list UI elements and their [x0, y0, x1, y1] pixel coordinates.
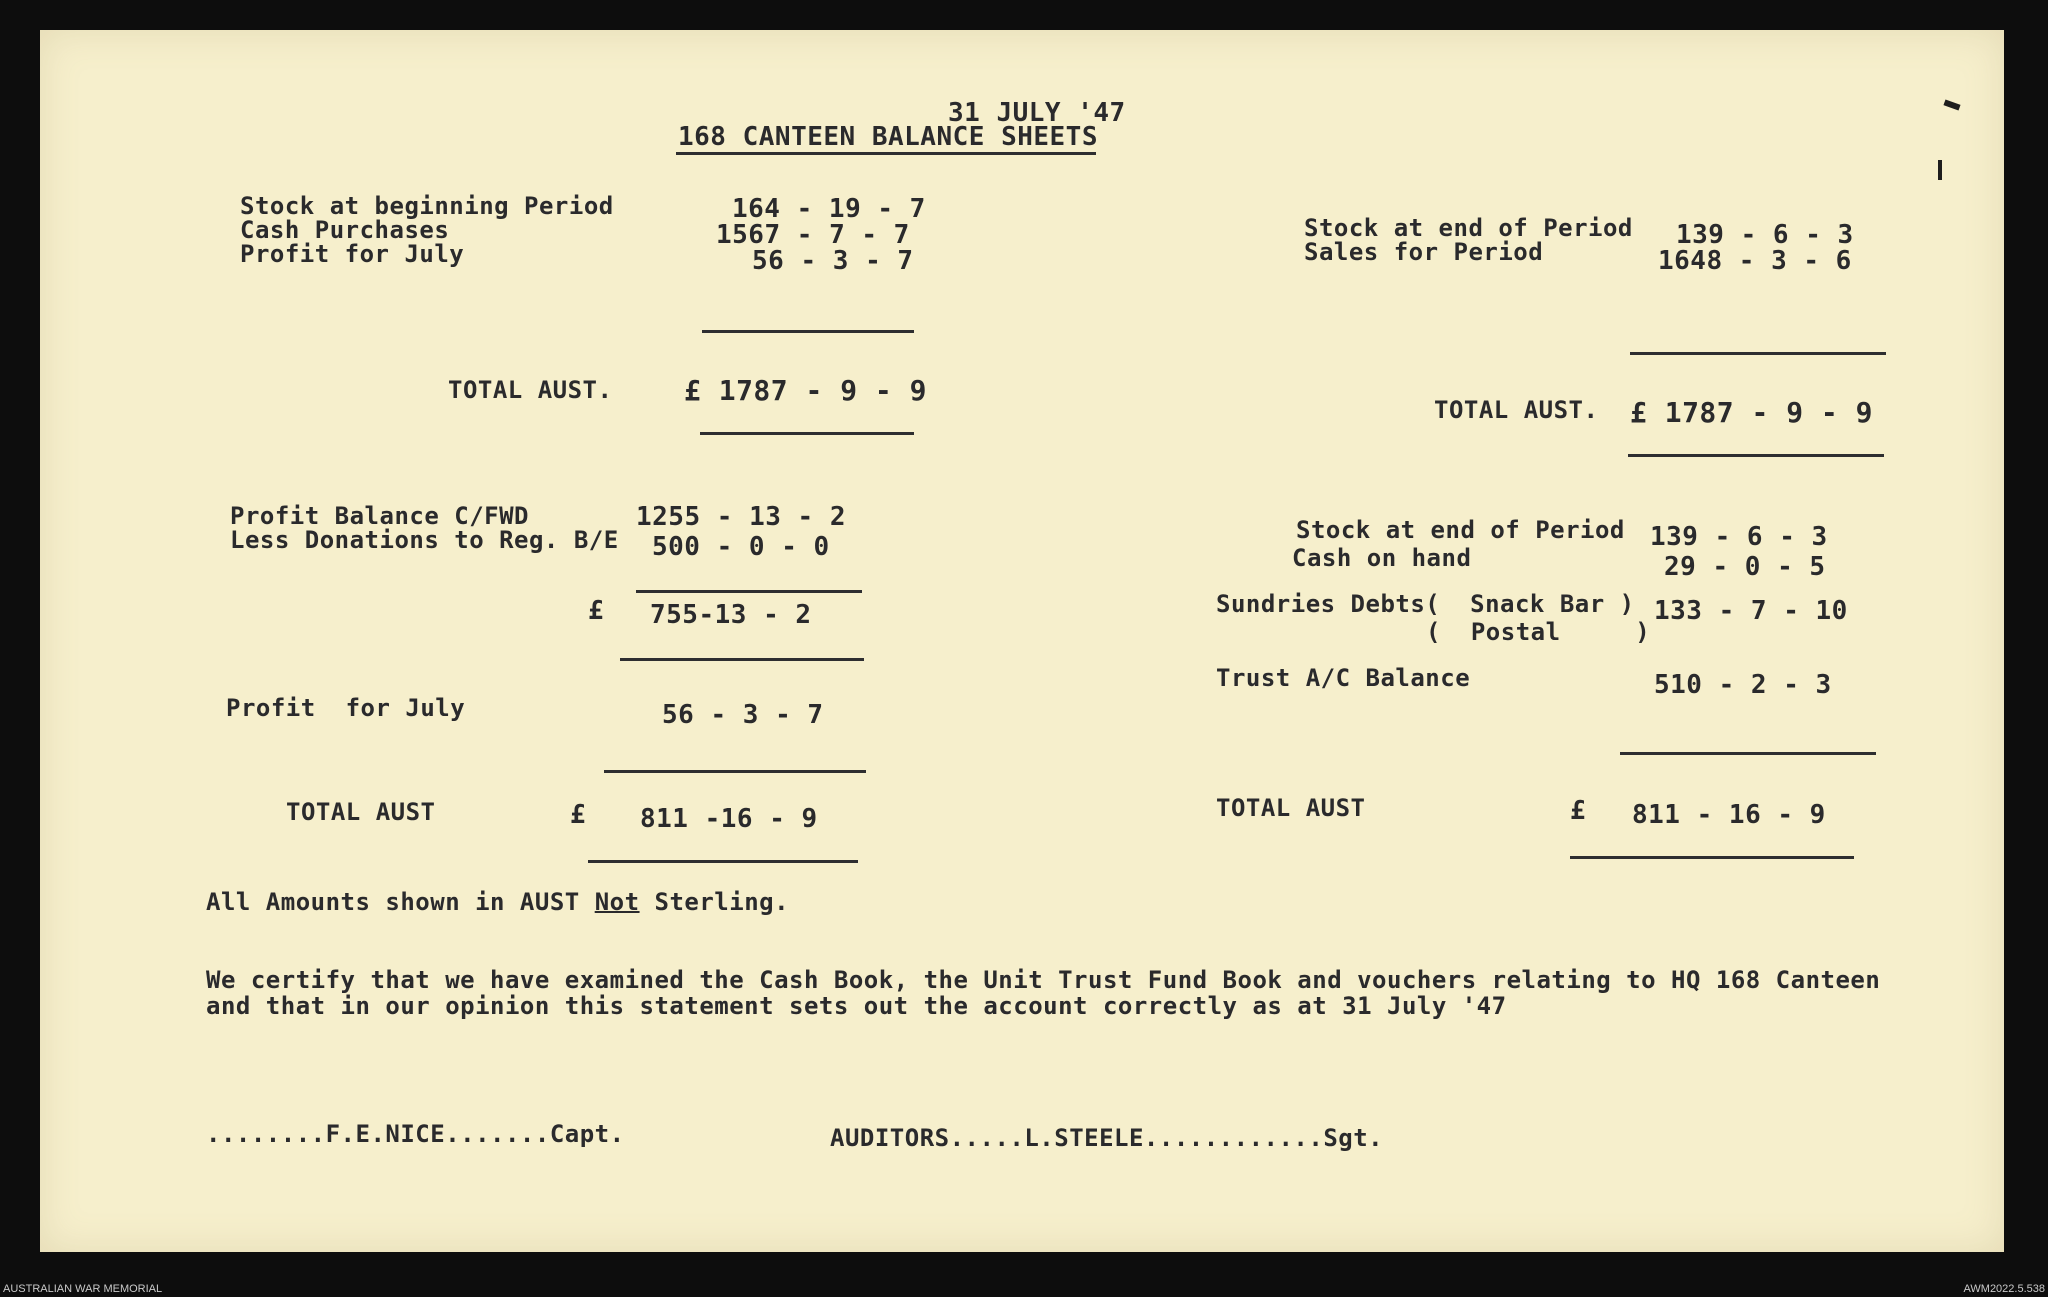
- paper-mark-2: [1938, 160, 1942, 180]
- left-bottom-rule-2: [620, 658, 864, 661]
- left-label-profit-july: Profit for July: [240, 240, 465, 268]
- left-bottom-total-value: 811 -16 - 9: [640, 804, 818, 834]
- subtotal-value: 755-13 - 2: [650, 600, 812, 630]
- left-top-total-value: £ 1787 - 9 - 9: [684, 374, 928, 407]
- paper-mark: [1943, 99, 1960, 110]
- left-bottom-rule-3: [604, 770, 866, 773]
- profit-balance-value: 1255 - 13 - 2: [636, 502, 846, 532]
- right-label-sales: Sales for Period: [1304, 238, 1544, 266]
- right-top-rule-1: [1630, 352, 1886, 355]
- footer-right: AWM2022.5.538: [1963, 1283, 2045, 1295]
- rb-sundries-value: 133 - 7 - 10: [1654, 596, 1848, 626]
- left-top-total-label: TOTAL AUST.: [448, 376, 613, 404]
- left-value-cash-purchases: 1567 - 7 - 7: [716, 220, 910, 250]
- left-top-rule-2: [700, 432, 914, 435]
- rb-trust-label: Trust A/C Balance: [1216, 664, 1471, 692]
- left-value-profit-july: 56 - 3 - 7: [752, 246, 914, 276]
- subtotal-currency: £: [588, 596, 605, 626]
- left-top-rule-1: [702, 330, 914, 333]
- left-label-cash-purchases: Cash Purchases: [240, 216, 450, 244]
- left-bottom-rule-1: [636, 590, 862, 593]
- footer-left: AUSTRALIAN WAR MEMORIAL: [3, 1283, 163, 1295]
- less-donations-label: Less Donations to Reg. B/E: [230, 526, 619, 554]
- rb-sundries-label: Sundries Debts( Snack Bar ): [1216, 590, 1635, 618]
- signature-right: AUDITORS.....L.STEELE............Sgt.: [830, 1124, 1384, 1152]
- left-bottom-rule-4: [588, 860, 858, 863]
- rb-total-label: TOTAL AUST: [1216, 794, 1366, 822]
- left-bottom-total-currency: £: [570, 800, 587, 830]
- right-bottom-rule-1: [1620, 752, 1876, 755]
- right-top-total-value: £ 1787 - 9 - 9: [1630, 396, 1874, 429]
- rb-cash-value: 29 - 0 - 5: [1664, 552, 1826, 582]
- right-top-rule-2: [1628, 454, 1884, 457]
- document-title: 168 CANTEEN BALANCE SHEETS: [678, 122, 1098, 152]
- certify-line-2: and that in our opinion this statement sets out the account correctly as at 31 July '47: [206, 992, 1507, 1020]
- rb-stock-label: Stock at end of Period: [1296, 516, 1625, 544]
- amounts-note-suffix: Sterling.: [639, 888, 790, 916]
- right-label-stock-end: Stock at end of Period: [1304, 214, 1633, 242]
- document-sheet: [40, 30, 2004, 1252]
- document-date: 31 JULY '47: [948, 98, 1126, 128]
- amounts-note: [206, 888, 789, 916]
- rb-total-currency: £: [1570, 796, 1587, 826]
- less-donations-value: 500 - 0 - 0: [652, 532, 830, 562]
- rb-stock-value: 139 - 6 - 3: [1650, 522, 1828, 552]
- right-value-stock-end: 139 - 6 - 3: [1676, 220, 1854, 250]
- profit-july-value: 56 - 3 - 7: [662, 700, 824, 730]
- profit-july-label: Profit for July: [226, 694, 466, 722]
- signature-left: ........F.E.NICE.......Capt.: [206, 1120, 625, 1148]
- rb-total-value: 811 - 16 - 9: [1632, 800, 1826, 830]
- right-bottom-rule-2: [1570, 856, 1854, 859]
- amounts-note-not: Not: [594, 888, 640, 916]
- right-value-sales: 1648 - 3 - 6: [1658, 246, 1852, 276]
- left-value-stock-beginning: 164 - 19 - 7: [732, 194, 926, 224]
- amounts-note-prefix: All Amounts shown in AUST: [206, 888, 595, 916]
- left-bottom-total-label: TOTAL AUST: [286, 798, 436, 826]
- right-top-total-label: TOTAL AUST.: [1434, 396, 1599, 424]
- profit-balance-label: Profit Balance C/FWD: [230, 502, 529, 530]
- certify-line-1: We certify that we have examined the Cash Book, the Unit Trust Fund Book and vouchers relating to HQ 168 Canteen: [206, 966, 1881, 994]
- rb-trust-value: 510 - 2 - 3: [1654, 670, 1832, 700]
- rb-postal-label: ( Postal ): [1426, 618, 1651, 646]
- rb-cash-label: Cash on hand: [1292, 544, 1472, 572]
- left-label-stock-beginning: Stock at beginning Period: [240, 192, 614, 220]
- title-underline: [676, 152, 1096, 155]
